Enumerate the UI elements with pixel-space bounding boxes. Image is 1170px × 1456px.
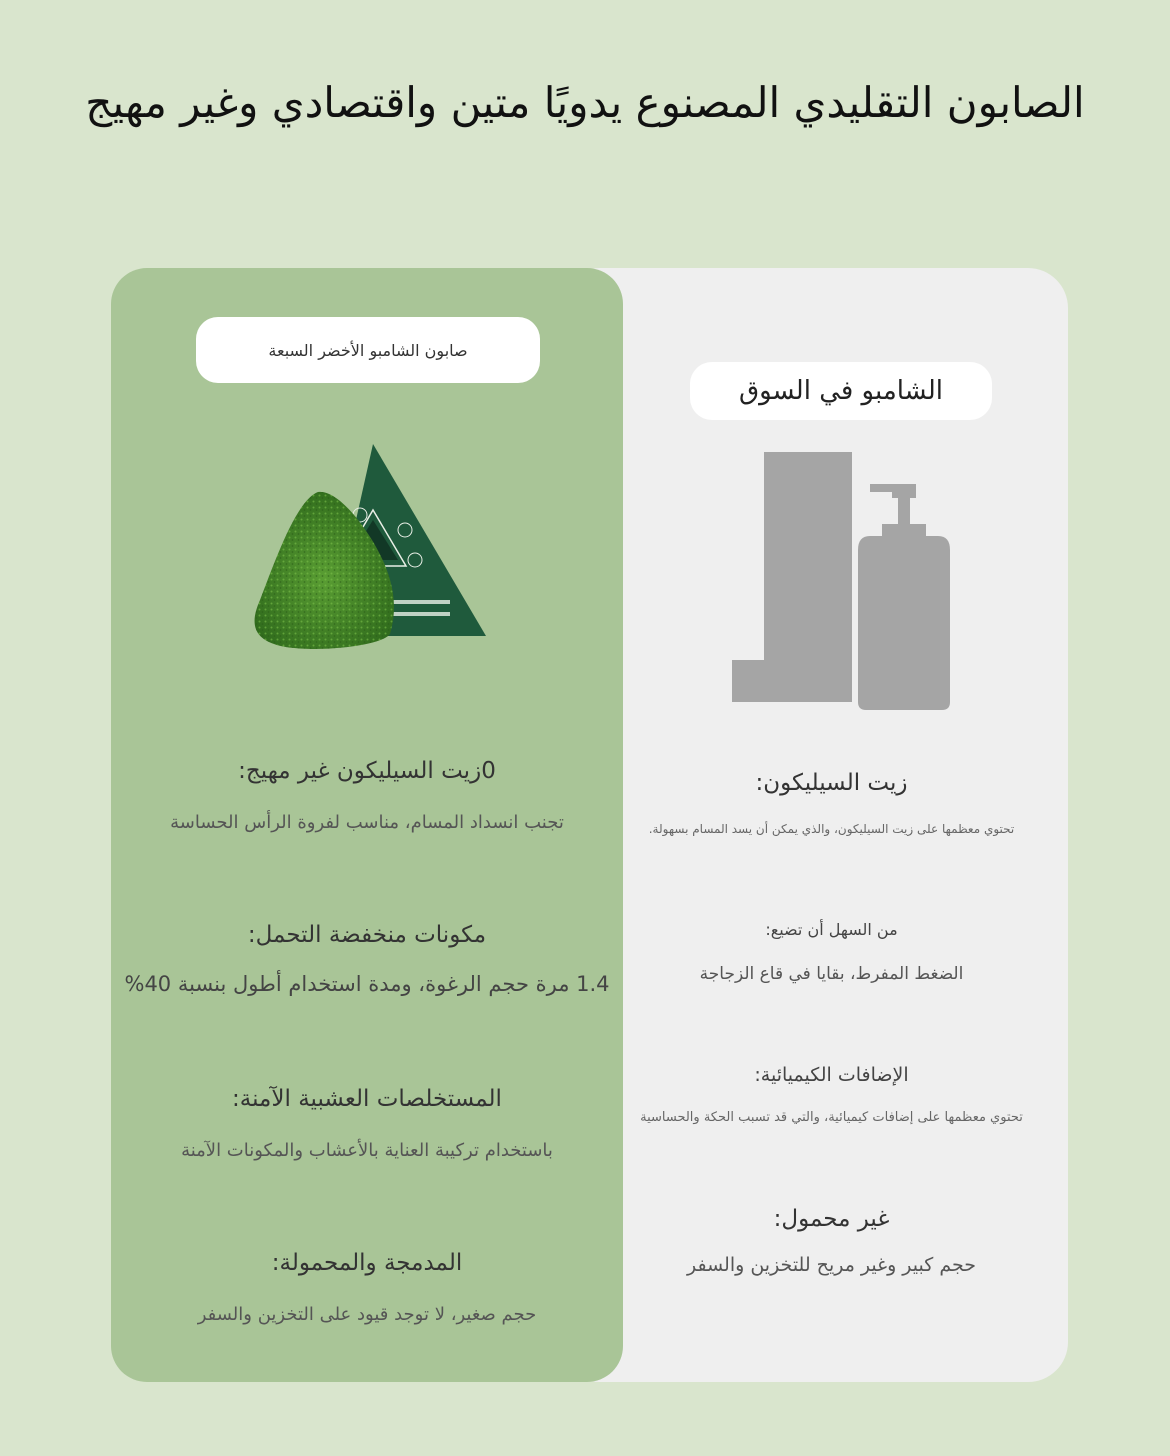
- market-feature-heading-portable: غير محمول:: [773, 1206, 890, 1232]
- soap-feature-heading-silicone: 0زيت السيليكون غير مهيج:: [238, 758, 496, 784]
- market-label-pill: [690, 362, 992, 420]
- soap-feature-desc-portable: حجم صغير، لا توجد قيود على التخزين والسفر: [197, 1304, 537, 1325]
- market-feature-desc-silicone: تحتوي معظمها على زيت السيليكون، والذي يمكن أن يسد المسام بسهولة.: [648, 822, 1015, 836]
- market-feature-heading-chemicals: الإضافات الكيميائية:: [754, 1064, 909, 1086]
- soap-feature-heading-herbal: المستخلصات العشبية الآمنة:: [232, 1086, 502, 1112]
- soap-feature-desc-herbal: باستخدام تركيبة العناية بالأعشاب والمكونات الآمنة: [181, 1140, 553, 1161]
- pump-bottle-icon: [858, 484, 950, 710]
- market-feature-desc-waste: الضغط المفرط، بقايا في قاع الزجاجة: [699, 964, 964, 984]
- soap-bar-image: [240, 440, 500, 660]
- market-label: الشامبو في السوق: [738, 376, 944, 406]
- shampoo-box-icon: [732, 452, 852, 702]
- soap-feature-desc-silicone: تجنب انسداد المسام، مناسب لفروة الرأس الحساسة: [170, 812, 564, 833]
- soap-feature-heading-ingredients: مكونات منخفضة التحمل:: [247, 922, 487, 948]
- shampoo-bottle-image: [730, 450, 960, 715]
- soap-label: صابون الشامبو الأخضر السبعة: [268, 340, 468, 360]
- market-feature-desc-chemicals: تحتوي معظمها على إضافات كيميائية، والتي قد تسبب الحكة والحساسية: [640, 1110, 1023, 1125]
- market-feature-desc-portable: حجم كبير وغير مريح للتخزين والسفر: [687, 1254, 976, 1276]
- soap-feature-heading-portable: المدمجة والمحمولة:: [271, 1250, 463, 1276]
- soap-feature-desc-ingredients: 1.4 مرة حجم الرغوة، ومدة استخدام أطول بنسبة 40%: [124, 972, 610, 996]
- market-feature-heading-silicone: زيت السيليكون:: [755, 770, 908, 796]
- market-feature-heading-waste: من السهل أن تضيع:: [765, 920, 898, 939]
- page-title: الصابون التقليدي المصنوع يدويًا متين واقتصادي وغير مهيج: [85, 78, 1085, 127]
- soap-label-pill: [196, 317, 540, 383]
